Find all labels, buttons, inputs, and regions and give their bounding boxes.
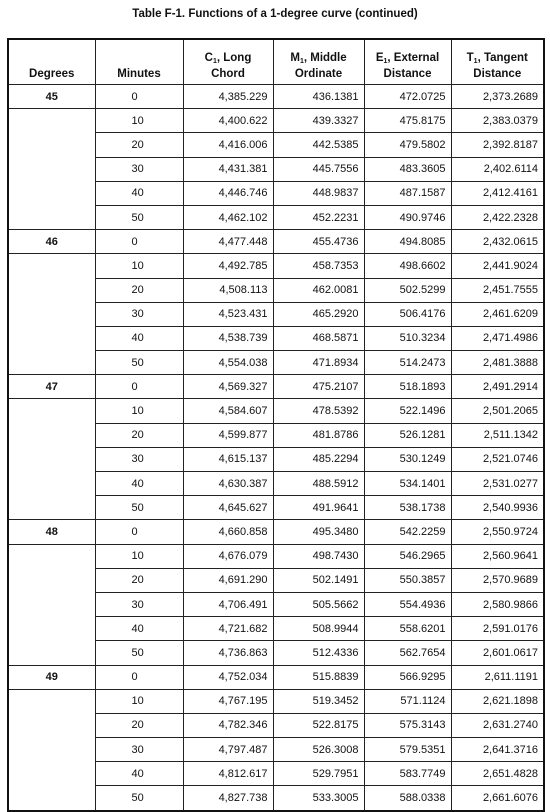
external-distance-cell: 575.3143 [364, 713, 451, 737]
external-distance-cell: 472.0725 [364, 85, 451, 109]
middle-ordinate-cell: 502.1491 [273, 568, 364, 592]
tangent-distance-cell: 2,392.8187 [451, 133, 544, 157]
tangent-distance-cell: 2,491.2914 [451, 375, 544, 399]
external-distance-cell: 538.1738 [364, 496, 451, 520]
degrees-cell [8, 157, 95, 181]
minutes-cell: 30 [95, 157, 183, 181]
middle-ordinate-cell: 442.5385 [273, 133, 364, 157]
external-distance-cell: 526.1281 [364, 423, 451, 447]
long-chord-cell: 4,645.627 [183, 496, 273, 520]
long-chord-cell: 4,538.739 [183, 326, 273, 350]
middle-ordinate-cell: 519.3452 [273, 689, 364, 713]
middle-ordinate-cell: 512.4336 [273, 641, 364, 665]
header-degrees: Degrees [8, 39, 95, 85]
middle-ordinate-cell: 478.5392 [273, 399, 364, 423]
middle-ordinate-cell: 445.7556 [273, 157, 364, 181]
table-row [8, 617, 544, 641]
degrees-cell: 47 [8, 375, 95, 399]
external-distance-cell: 487.1587 [364, 181, 451, 205]
table-row [8, 641, 544, 665]
middle-ordinate-cell: 522.8175 [273, 713, 364, 737]
minutes-cell: 50 [95, 641, 183, 665]
minutes-cell: 10 [95, 109, 183, 133]
degrees-cell [8, 786, 95, 811]
long-chord-cell: 4,630.387 [183, 472, 273, 496]
minutes-cell: 50 [95, 786, 183, 811]
degrees-cell [8, 544, 95, 568]
tangent-distance-cell: 2,540.9936 [451, 496, 544, 520]
degrees-cell [8, 713, 95, 737]
middle-ordinate-cell: 515.8839 [273, 665, 364, 689]
external-distance-cell: 510.3234 [364, 326, 451, 350]
minutes-cell: 20 [95, 278, 183, 302]
external-distance-cell: 498.6602 [364, 254, 451, 278]
middle-ordinate-cell: 488.5912 [273, 472, 364, 496]
external-distance-cell: 494.8085 [364, 230, 451, 254]
minutes-cell: 30 [95, 592, 183, 616]
table-row [8, 133, 544, 157]
external-distance-cell: 479.5802 [364, 133, 451, 157]
header-middle-ordinate: $M_1$, Middle Ordinate [273, 39, 364, 85]
degrees-cell [8, 254, 95, 278]
degrees-cell [8, 447, 95, 471]
tangent-distance-cell: 2,511.1342 [451, 423, 544, 447]
external-distance-cell: 490.9746 [364, 205, 451, 229]
long-chord-cell: 4,492.785 [183, 254, 273, 278]
table-row [8, 254, 544, 278]
minutes-cell: 30 [95, 738, 183, 762]
middle-ordinate-cell: 505.5662 [273, 592, 364, 616]
degrees-cell: 45 [8, 85, 95, 109]
minutes-cell: 40 [95, 181, 183, 205]
degrees-cell [8, 181, 95, 205]
tangent-distance-cell: 2,451.7555 [451, 278, 544, 302]
long-chord-cell: 4,721.682 [183, 617, 273, 641]
minutes-cell: 30 [95, 302, 183, 326]
degrees-cell [8, 399, 95, 423]
degrees-cell [8, 205, 95, 229]
tangent-distance-cell: 2,432.0615 [451, 230, 544, 254]
long-chord-cell: 4,782.346 [183, 713, 273, 737]
external-distance-cell: 579.5351 [364, 738, 451, 762]
table-row [8, 568, 544, 592]
external-distance-cell: 583.7749 [364, 762, 451, 786]
long-chord-cell: 4,523.431 [183, 302, 273, 326]
minutes-cell: 50 [95, 205, 183, 229]
external-distance-cell: 554.4936 [364, 592, 451, 616]
middle-ordinate-cell: 481.8786 [273, 423, 364, 447]
tangent-distance-cell: 2,373.2689 [451, 85, 544, 109]
table-row [8, 375, 544, 399]
external-distance-cell: 546.2965 [364, 544, 451, 568]
minutes-cell: 20 [95, 568, 183, 592]
tangent-distance-cell: 2,531.0277 [451, 472, 544, 496]
minutes-cell: 0 [95, 520, 183, 544]
header-long-chord: $C_1$, Long Chord [183, 39, 273, 85]
minutes-cell: 10 [95, 544, 183, 568]
external-distance-cell: 506.4176 [364, 302, 451, 326]
table-title: Table F-1. Functions of a 1-degree curve (continued) [132, 8, 418, 20]
long-chord-cell: 4,676.079 [183, 544, 273, 568]
tangent-distance-cell: 2,441.9024 [451, 254, 544, 278]
long-chord-cell: 4,431.381 [183, 157, 273, 181]
table-row [8, 85, 544, 109]
long-chord-cell: 4,797.487 [183, 738, 273, 762]
degrees-cell [8, 133, 95, 157]
tangent-distance-cell: 2,521.0746 [451, 447, 544, 471]
minutes-cell: 0 [95, 375, 183, 399]
tangent-distance-cell: 2,501.2065 [451, 399, 544, 423]
external-distance-cell: 558.6201 [364, 617, 451, 641]
tangent-distance-cell: 2,580.9866 [451, 592, 544, 616]
external-distance-cell: 534.1401 [364, 472, 451, 496]
long-chord-cell: 4,554.038 [183, 351, 273, 375]
external-distance-cell: 550.3857 [364, 568, 451, 592]
middle-ordinate-cell: 471.8934 [273, 351, 364, 375]
table-row [8, 423, 544, 447]
middle-ordinate-cell: 465.2920 [273, 302, 364, 326]
middle-ordinate-cell: 439.3327 [273, 109, 364, 133]
middle-ordinate-cell: 495.3480 [273, 520, 364, 544]
degrees-cell [8, 423, 95, 447]
minutes-cell: 40 [95, 326, 183, 350]
table-row [8, 230, 544, 254]
degrees-cell [8, 326, 95, 350]
degrees-cell [8, 568, 95, 592]
middle-ordinate-cell: 491.9641 [273, 496, 364, 520]
middle-ordinate-cell: 475.2107 [273, 375, 364, 399]
minutes-cell: 40 [95, 472, 183, 496]
tangent-distance-cell: 2,560.9641 [451, 544, 544, 568]
minutes-cell: 20 [95, 713, 183, 737]
degrees-cell [8, 302, 95, 326]
table-row [8, 399, 544, 423]
external-distance-cell: 566.9295 [364, 665, 451, 689]
long-chord-cell: 4,767.195 [183, 689, 273, 713]
long-chord-cell: 4,660.858 [183, 520, 273, 544]
middle-ordinate-cell: 458.7353 [273, 254, 364, 278]
header-row [8, 39, 544, 85]
table-row [8, 278, 544, 302]
tangent-distance-cell: 2,570.9689 [451, 568, 544, 592]
middle-ordinate-cell: 529.7951 [273, 762, 364, 786]
long-chord-cell: 4,446.746 [183, 181, 273, 205]
minutes-cell: 0 [95, 230, 183, 254]
minutes-cell: 10 [95, 399, 183, 423]
table-row [8, 544, 544, 568]
degrees-cell [8, 738, 95, 762]
minutes-cell: 20 [95, 423, 183, 447]
minutes-cell: 0 [95, 85, 183, 109]
table-row [8, 351, 544, 375]
external-distance-cell: 483.3605 [364, 157, 451, 181]
header-minutes: Minutes [95, 39, 183, 85]
table-row [8, 109, 544, 133]
degrees-cell [8, 592, 95, 616]
long-chord-cell: 4,615.137 [183, 447, 273, 471]
middle-ordinate-cell: 508.9944 [273, 617, 364, 641]
long-chord-cell: 4,706.491 [183, 592, 273, 616]
minutes-cell: 40 [95, 617, 183, 641]
external-distance-cell: 588.0338 [364, 786, 451, 811]
external-distance-cell: 502.5299 [364, 278, 451, 302]
table-row [8, 665, 544, 689]
degrees-cell [8, 278, 95, 302]
tangent-distance-cell: 2,621.1898 [451, 689, 544, 713]
external-distance-cell: 571.1124 [364, 689, 451, 713]
table-row [8, 738, 544, 762]
table-row [8, 472, 544, 496]
long-chord-cell: 4,752.034 [183, 665, 273, 689]
middle-ordinate-cell: 462.0081 [273, 278, 364, 302]
long-chord-cell: 4,477.448 [183, 230, 273, 254]
tangent-distance-cell: 2,471.4986 [451, 326, 544, 350]
minutes-cell: 10 [95, 689, 183, 713]
middle-ordinate-cell: 485.2294 [273, 447, 364, 471]
degrees-cell [8, 472, 95, 496]
long-chord-cell: 4,736.863 [183, 641, 273, 665]
long-chord-cell: 4,691.290 [183, 568, 273, 592]
table-body [8, 85, 544, 811]
table-row [8, 157, 544, 181]
middle-ordinate-cell: 468.5871 [273, 326, 364, 350]
middle-ordinate-cell: 533.3005 [273, 786, 364, 811]
minutes-cell: 30 [95, 447, 183, 471]
long-chord-cell: 4,569.327 [183, 375, 273, 399]
middle-ordinate-cell: 452.2231 [273, 205, 364, 229]
table-row [8, 762, 544, 786]
degrees-cell: 48 [8, 520, 95, 544]
table-row [8, 520, 544, 544]
long-chord-cell: 4,385.229 [183, 85, 273, 109]
long-chord-cell: 4,827.738 [183, 786, 273, 811]
degrees-cell [8, 762, 95, 786]
header-tangent-distance: $T_1$, Tangent Distance [451, 39, 544, 85]
header-external-distance: $E_1$, External Distance [364, 39, 451, 85]
tangent-distance-cell: 2,641.3716 [451, 738, 544, 762]
middle-ordinate-cell: 436.1381 [273, 85, 364, 109]
tangent-distance-cell: 2,412.4161 [451, 181, 544, 205]
table-row [8, 592, 544, 616]
table-row [8, 447, 544, 471]
degrees-cell [8, 351, 95, 375]
degrees-cell [8, 617, 95, 641]
external-distance-cell: 542.2259 [364, 520, 451, 544]
tangent-distance-cell: 2,481.3888 [451, 351, 544, 375]
long-chord-cell: 4,416.006 [183, 133, 273, 157]
tangent-distance-cell: 2,661.6076 [451, 786, 544, 811]
external-distance-cell: 475.8175 [364, 109, 451, 133]
long-chord-cell: 4,508.113 [183, 278, 273, 302]
tangent-distance-cell: 2,422.2328 [451, 205, 544, 229]
degrees-cell: 49 [8, 665, 95, 689]
tangent-distance-cell: 2,402.6114 [451, 157, 544, 181]
degrees-cell [8, 496, 95, 520]
minutes-cell: 10 [95, 254, 183, 278]
middle-ordinate-cell: 526.3008 [273, 738, 364, 762]
middle-ordinate-cell: 455.4736 [273, 230, 364, 254]
table-row [8, 326, 544, 350]
external-distance-cell: 522.1496 [364, 399, 451, 423]
external-distance-cell: 514.2473 [364, 351, 451, 375]
tangent-distance-cell: 2,601.0617 [451, 641, 544, 665]
tangent-distance-cell: 2,383.0379 [451, 109, 544, 133]
middle-ordinate-cell: 498.7430 [273, 544, 364, 568]
curve-functions-table [7, 38, 545, 812]
degrees-cell [8, 641, 95, 665]
table-row [8, 689, 544, 713]
middle-ordinate-cell: 448.9837 [273, 181, 364, 205]
external-distance-cell: 562.7654 [364, 641, 451, 665]
tangent-distance-cell: 2,461.6209 [451, 302, 544, 326]
table-row [8, 496, 544, 520]
tangent-distance-cell: 2,550.9724 [451, 520, 544, 544]
minutes-cell: 40 [95, 762, 183, 786]
external-distance-cell: 518.1893 [364, 375, 451, 399]
long-chord-cell: 4,462.102 [183, 205, 273, 229]
table-row [8, 713, 544, 737]
tangent-distance-cell: 2,651.4828 [451, 762, 544, 786]
table-row [8, 302, 544, 326]
minutes-cell: 0 [95, 665, 183, 689]
degrees-cell: 46 [8, 230, 95, 254]
long-chord-cell: 4,812.617 [183, 762, 273, 786]
tangent-distance-cell: 2,631.2740 [451, 713, 544, 737]
table-row [8, 205, 544, 229]
minutes-cell: 50 [95, 351, 183, 375]
degrees-cell [8, 689, 95, 713]
long-chord-cell: 4,584.607 [183, 399, 273, 423]
long-chord-cell: 4,599.877 [183, 423, 273, 447]
minutes-cell: 50 [95, 496, 183, 520]
table-row [8, 181, 544, 205]
minutes-cell: 20 [95, 133, 183, 157]
external-distance-cell: 530.1249 [364, 447, 451, 471]
table-row [8, 786, 544, 811]
degrees-cell [8, 109, 95, 133]
tangent-distance-cell: 2,591.0176 [451, 617, 544, 641]
long-chord-cell: 4,400.622 [183, 109, 273, 133]
tangent-distance-cell: 2,611.1191 [451, 665, 544, 689]
